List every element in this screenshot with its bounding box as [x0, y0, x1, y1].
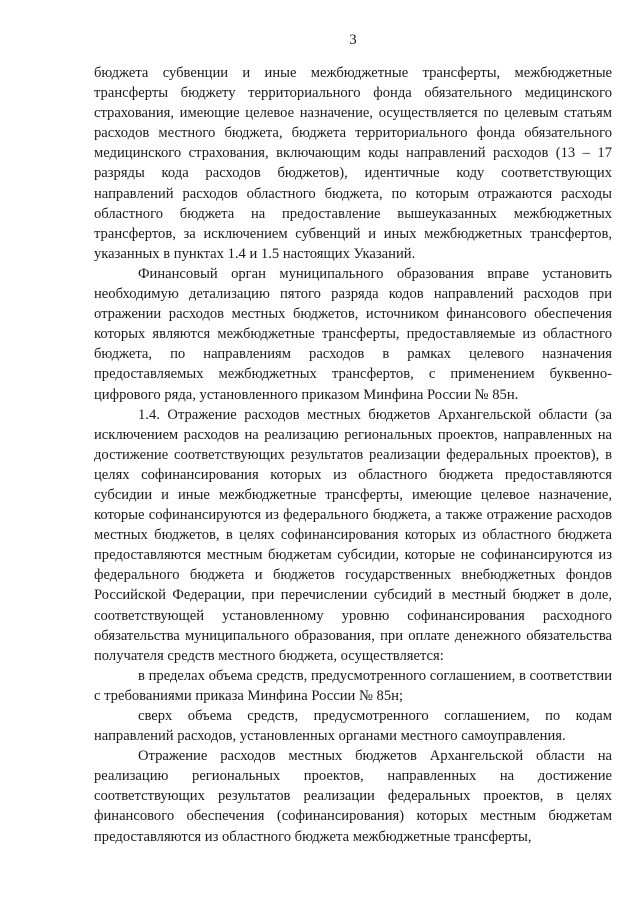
paragraph-regional-projects: Отражение расходов местных бюджетов Архангельской области на реализацию региональных проектов, направленных на достижение соответствующих результатов реализации федеральных проектов, в целях финансового обеспечения (софинансирования) которых местным бюджетам предоставляются из областного бюджета межбюджетные трансферты, — [94, 748, 612, 845]
paragraph-section-1-4: 1.4. Отражение расходов местных бюджетов Архангельской области (за исключением расходов на реализацию региональных проектов, направленных на достижение соответствующих результатов реализации федеральных проектов), в целях софинансирования которых из областного бюджета предоставляются субсидии и иные межбюджетные трансферты, имеющие целевое назначение, которые софинансируются из федерального бюджета, а также отражение расходов местных бюджетов, в целях софинансирования которых из областного бюджета предоставляются местным бюджетам субсидии, которые не софинансируются из федерального бюджета и бюджетов государственных внебюджетных фондов Российской Федерации, при перечислении субсидий в местный бюджет в доле, соответствующей установленному уровню софинансирования расходного обязательства муниципального образования, при оплате денежного обязательства получателя средств местного бюджета, осуществляется: — [94, 406, 612, 664]
paragraph-above-agreement: сверх объема средств, предусмотренного соглашением, по кодам направлений расходов, установленных органами местного самоуправления. — [94, 708, 612, 745]
paragraph-continuation: бюджета субвенции и иные межбюджетные трансферты, межбюджетные трансферты бюджету территориального фонда обязательного медицинского страхования, имеющие целевое назначение, осуществляется по целевым статьям расходов местного бюджета, бюджета территориального фонда обязательного медицинского страхования, включающим коды направлений расходов (13 – 17 разряды кода расходов бюджетов), идентичные коду соответствующих направлений расходов областного бюджета, по которым отражаются расходы областного бюджета на предоставление вышеуказанных межбюджетных трансфертов, за исключением субвенций и иных межбюджетных трансфертов, указанных в пунктах 1.4 и 1.5 настоящих Указаний. — [94, 65, 612, 262]
page-number: 3 — [349, 32, 357, 48]
document-page — [94, 30, 612, 845]
paragraph-financial-body-detailing: Финансовый орган муниципального образования вправе установить необходимую детализацию пятого разряда кодов направлений расходов при отражении расходов местных бюджетов, источником финансового обеспечения которых являются межбюджетные трансферты, предоставляемые из областного бюджета, по направлениям расходов в рамках целевого назначения предоставляемых межбюджетных трансфертов, с применением буквенно-цифрового ряда, установленного приказом Минфина России № 85н. — [94, 265, 612, 403]
paragraph-within-agreement: в пределах объема средств, предусмотренного соглашением, в соответствии с требованиями приказа Минфина России № 85н; — [94, 667, 612, 704]
